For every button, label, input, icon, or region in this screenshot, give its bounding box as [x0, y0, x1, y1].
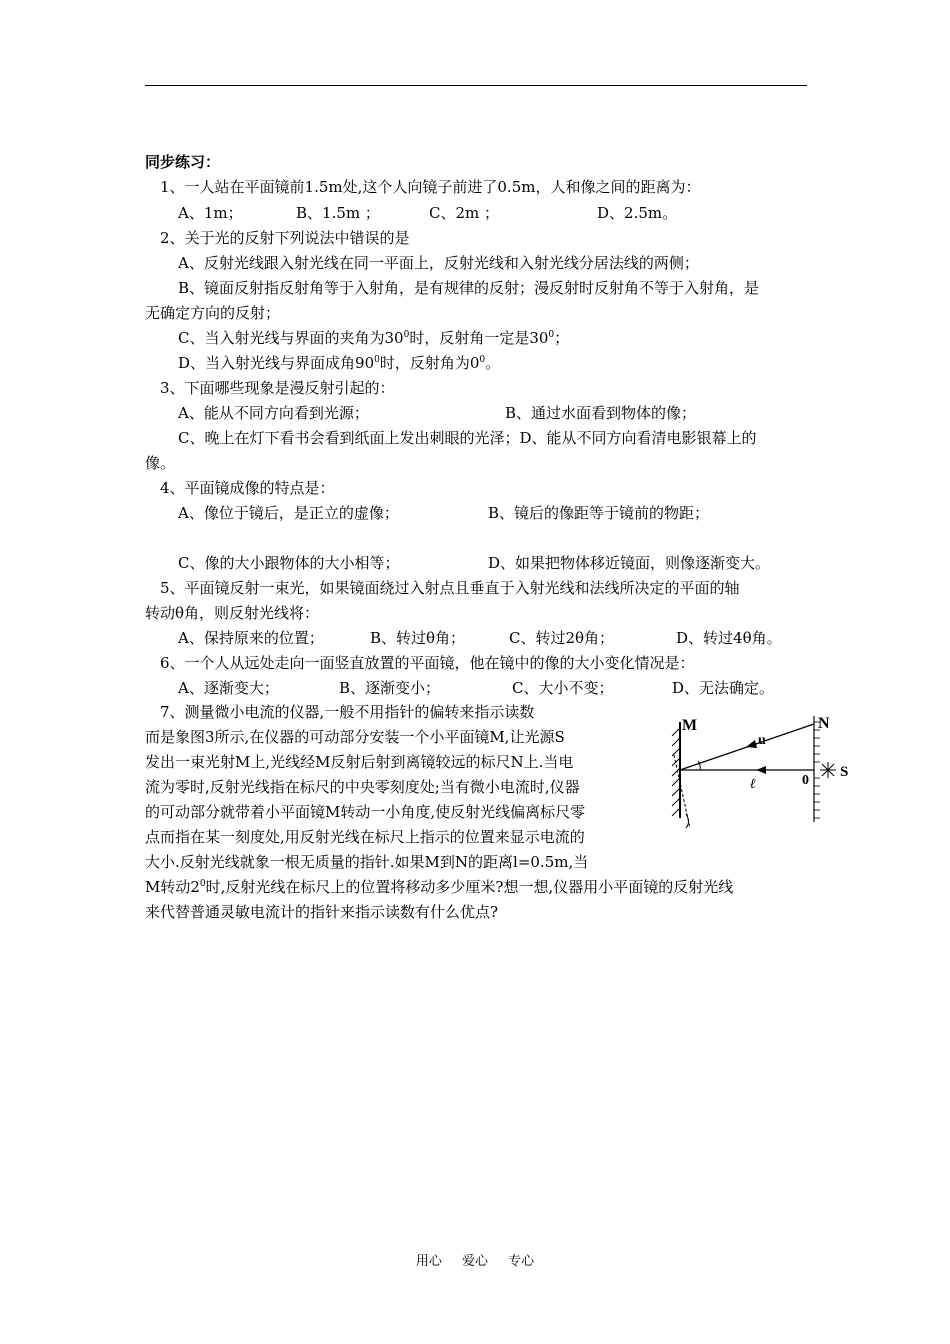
- q4-option-c: C、像的大小跟物体的大小相等；: [178, 554, 400, 572]
- light-source-icon: [820, 762, 836, 778]
- label-n: N: [818, 715, 830, 732]
- q2-stem: 2、关于光的反射下列说法中错误的是: [160, 229, 410, 247]
- footer-word-1: 用心: [415, 1254, 442, 1269]
- label-m: M: [682, 717, 698, 734]
- q3-option-cd-line2: 像。: [145, 454, 176, 472]
- q7-line4: 流为零时,反射光线指在标尺的中央零刻度处;当有微小电流时,仪器: [145, 778, 580, 796]
- q6-option-b: B、逐渐变小；: [339, 679, 441, 697]
- q5-option-c: C、转过2θ角；: [509, 629, 615, 647]
- q3-option-cd-line1: C、晚上在灯下看书会看到纸面上发出刺眼的光泽；D、能从不同方向看清电影银幕上的: [178, 429, 757, 447]
- q5-option-a: A、保持原来的位置；: [178, 629, 324, 647]
- q7-line9: 来代替普通灵敏电流计的指针来指示读数有什么优点?: [145, 903, 499, 921]
- q7-line8: M转动$2^0$时,反射光线在标尺上的位置将移动多少厘米?想一想,仪器用小平面镜的反射光线: [145, 878, 734, 896]
- q7-line7: 大小.反射光线就象一根无质量的指针.如果M到N的距离l=0.5m,当: [145, 853, 589, 871]
- header-rule: [145, 85, 807, 86]
- q1-option-a: A、1m；: [178, 204, 243, 222]
- page-footer: [0, 1250, 950, 1269]
- q2-option-b-line1: B、镜面反射指反射角等于入射角，是有规律的反射；漫反射时反射角不等于入射角，是: [178, 279, 760, 297]
- label-u: u: [758, 733, 766, 748]
- q5-option-b: B、转过θ角；: [370, 629, 466, 647]
- scale-ticks: [814, 722, 820, 818]
- q5-stem-line2: 转动θ角，则反射光线将：: [145, 604, 320, 622]
- q7-line3: 发出一束光射M上,光线经M反射后射到离镜较远的标尺N上.当电: [145, 753, 574, 771]
- q4-option-b: B、镜后的像距等于镜前的物距；: [488, 504, 710, 522]
- q1-option-c: C、2m ；: [429, 204, 500, 222]
- q2-option-d: D、当入射光线与界面成角$90^0$时，反射角为$0^0$。: [178, 354, 501, 372]
- q3-option-a: A、能从不同方向看到光源；: [178, 404, 369, 422]
- q4-option-d: D、如果把物体移近镜面，则像逐渐变大。: [488, 554, 771, 572]
- q6-stem: 6、一个人从远处走向一面竖直放置的平面镜，他在镜中的像的大小变化情况是：: [160, 654, 695, 672]
- q7-line5: 的可动部分就带着小平面镜M转动一小角度,使反射光线偏离标尺零: [145, 803, 586, 821]
- angle-arc: [698, 761, 700, 770]
- label-zero: 0: [802, 773, 809, 788]
- q3-stem: 3、下面哪些现象是漫反射引起的：: [160, 379, 395, 397]
- q1-option-d: D、2.5m。: [597, 204, 678, 222]
- q7-line1: 7、测量微小电流的仪器,一般不用指针的偏转来指示读数: [160, 703, 535, 721]
- label-l: ℓ: [750, 777, 756, 792]
- q1-option-b: B、1.5m ；: [296, 204, 380, 222]
- q2-option-b-line2: 无确定方向的反射；: [145, 304, 281, 322]
- q5-stem-line1: 5、平面镜反射一束光，如果镜面绕过入射点且垂直于入射光线和法线所决定的平面的轴: [160, 579, 740, 597]
- q6-option-d: D、无法确定。: [672, 679, 775, 697]
- footer-word-3: 专心: [508, 1254, 535, 1269]
- q7-line2: 而是象图3所示,在仪器的可动部分安装一个小平面镜M,让光源S: [145, 728, 565, 746]
- q4-stem: 4、平面镜成像的特点是：: [160, 479, 335, 497]
- footer-word-2: 爱心: [461, 1254, 488, 1269]
- section-title: 同步练习：: [145, 153, 221, 171]
- incident-arrow: [756, 766, 766, 774]
- mirror-hatching: [672, 728, 680, 816]
- rotation-arc: [686, 814, 689, 828]
- mirror-galvanometer-figure: [664, 710, 864, 835]
- q6-option-c: C、大小不变；: [512, 679, 614, 697]
- reflected-arrow: [746, 740, 757, 748]
- q2-option-a: A、反射光线跟入射光线在同一平面上，反射光线和入射光线分居法线的两侧；: [178, 254, 699, 272]
- q7-line6: 点而指在某一刻度处,用反射光线在标尺上指示的位置来显示电流的: [145, 828, 585, 846]
- q5-option-d: D、转过4θ角。: [676, 629, 782, 647]
- q4-option-a: A、像位于镜后，是正立的虚像；: [178, 504, 399, 522]
- q6-option-a: A、逐渐变大；: [178, 679, 279, 697]
- q3-option-b: B、通过水面看到物体的像；: [505, 404, 697, 422]
- q2-option-c: C、当入射光线与界面的夹角为$30^0$时，反射角一定是$30^0$；: [178, 329, 570, 347]
- q1-stem: 1、一人站在平面镜前1.5m处,这个人向镜子前进了0.5m，人和像之间的距离为：: [160, 178, 701, 196]
- label-s: S: [840, 764, 849, 780]
